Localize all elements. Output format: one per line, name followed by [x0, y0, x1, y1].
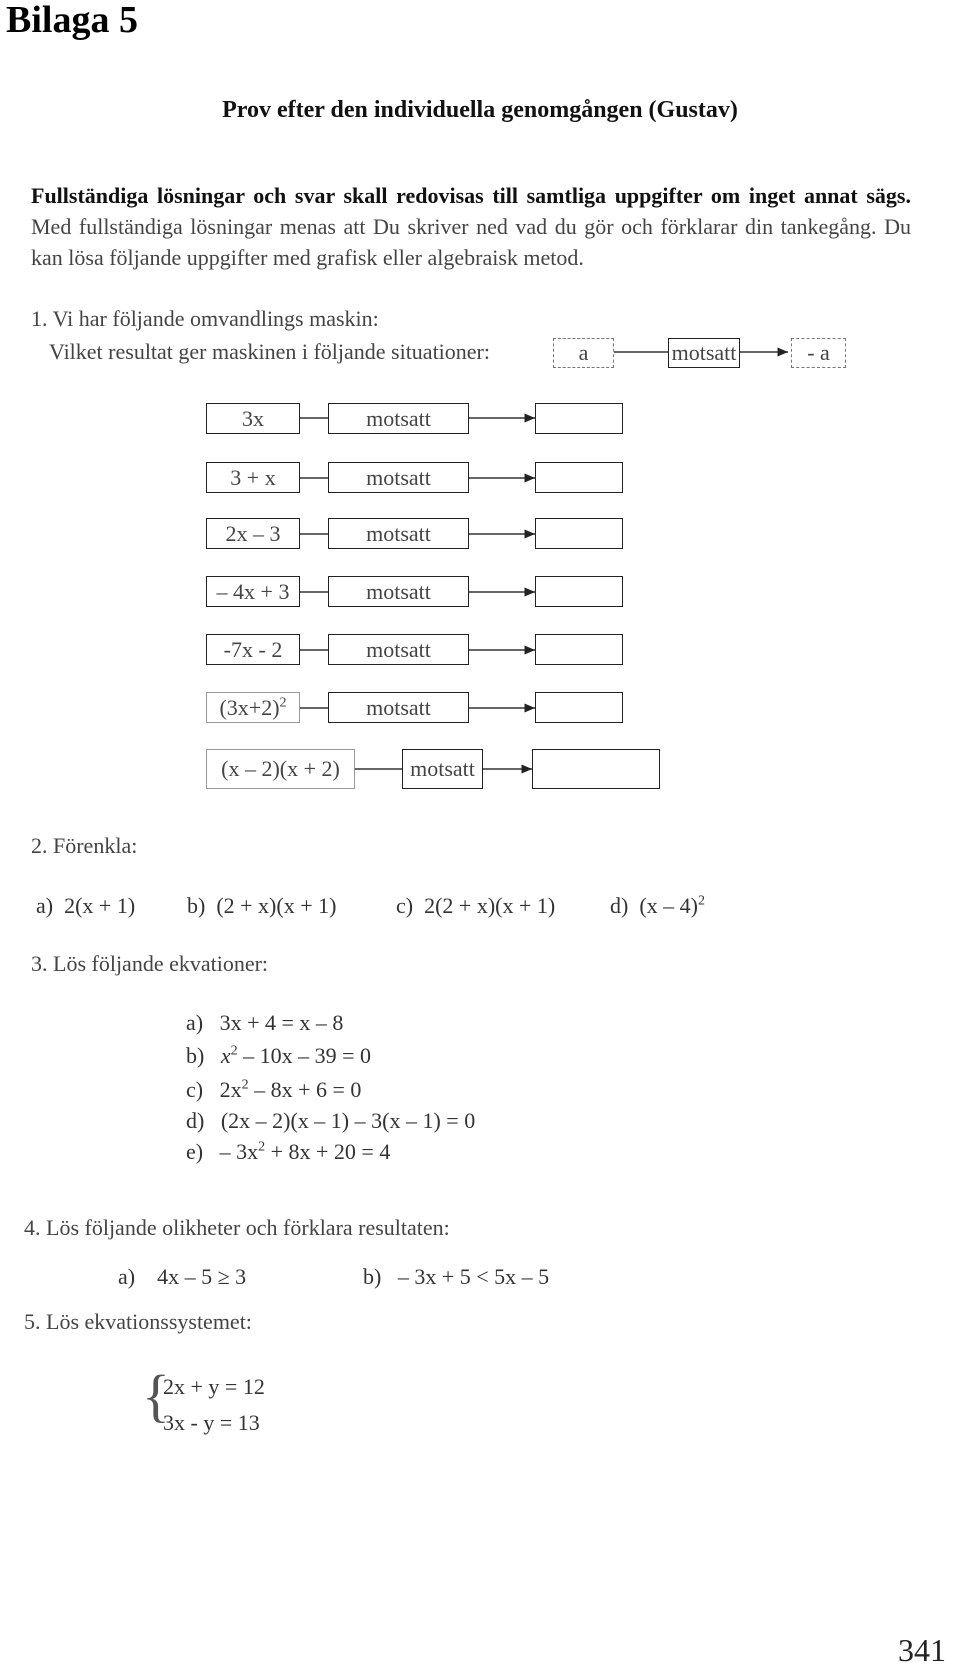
q2-item: a) 2(x + 1) — [36, 893, 136, 918]
answer-box[interactable] — [535, 403, 623, 434]
instructions-bold: Fullständiga lösningar och svar skall redovisas till samtliga uppgifter om inget annat sägs. — [31, 183, 911, 208]
page-number: 341 — [898, 1632, 946, 1668]
example-output-box — [791, 338, 846, 368]
machine-label: motsatt — [366, 694, 431, 720]
answer-box[interactable] — [535, 462, 623, 493]
machine-box — [328, 576, 469, 607]
input-expression: 2x – 3 — [225, 520, 281, 546]
system-brace: { — [142, 1363, 170, 1428]
input-exponent: 2 — [279, 695, 287, 711]
input-expression: – 4x + 3 — [216, 578, 290, 604]
input-box — [206, 634, 300, 665]
q4-item-a: a) 4x – 5 ≥ 3 — [118, 1264, 247, 1289]
q3-item: e) – $3x^2 + 8x + 20 = 4$ — [186, 1139, 391, 1164]
input-expression: -7x - 2 — [223, 636, 283, 662]
system-equation-1: 2x + y = 12 — [163, 1374, 265, 1399]
q4-heading: 4. Lös följande olikheter och förklara resultaten: — [24, 1215, 450, 1240]
machine-box — [328, 692, 469, 723]
machine-connectors — [0, 0, 960, 800]
machine-box — [328, 403, 469, 434]
example-machine-label: motsatt — [671, 340, 737, 365]
input-box — [206, 749, 355, 789]
page-title: Prov efter den individuella genomgången (Gustav) — [222, 97, 738, 123]
machine-label: motsatt — [410, 756, 475, 781]
q2-item: c) 2(2 + x)(x + 1) — [396, 893, 556, 918]
q5-heading: 5. Lös ekvationssystemet: — [24, 1309, 252, 1334]
input-expression: 3x — [242, 405, 264, 431]
input-expression: $(3x+2)^2$ — [219, 694, 287, 720]
input-box — [206, 462, 300, 493]
input-box — [206, 692, 300, 723]
example-machine-box — [668, 338, 740, 368]
input-box — [206, 576, 300, 607]
example-input-box — [553, 338, 614, 368]
input-box — [206, 403, 300, 434]
machine-box — [328, 462, 469, 493]
example-output: - a — [807, 340, 830, 365]
answer-box[interactable] — [535, 518, 623, 549]
machine-label: motsatt — [366, 636, 431, 662]
instructions-rest: Med fullständiga lösningar menas att Du skriver ned vad du gör och förklarar din tankegång. Du kan lösa följande uppgifter med grafisk eller algebraisk metod. — [31, 214, 911, 270]
q2-item: d) (x – 4)$^2$ — [610, 893, 705, 918]
input-expression: (x – 2)(x + 2) — [221, 756, 340, 781]
machine-label: motsatt — [366, 464, 431, 490]
machine-label: motsatt — [366, 578, 431, 604]
q3-item: a) 3x + 4 = x – 8 — [186, 1010, 344, 1035]
machine-box — [328, 634, 469, 665]
answer-box[interactable] — [535, 576, 623, 607]
system-equation-2: 3x - y = 13 — [163, 1410, 260, 1435]
q3-heading: 3. Lös följande ekvationer: — [31, 951, 269, 976]
q3-item: d) (2x – 2)(x – 1) – 3(x – 1) = 0 — [186, 1108, 476, 1133]
answer-box[interactable] — [535, 692, 623, 723]
q3-item: c) $2x^2 - 8x + 6 = 0$ — [186, 1077, 362, 1102]
example-input: a — [578, 340, 589, 365]
q2-heading: 2. Förenkla: — [31, 833, 138, 858]
q1-line2: Vilket resultat ger maskinen i följande situationer: — [49, 339, 490, 364]
answer-box[interactable] — [535, 634, 623, 665]
machine-box — [328, 518, 469, 549]
q1-line1: 1. Vi har följande omvandlings maskin: — [31, 306, 379, 331]
machine-label: motsatt — [366, 405, 431, 431]
input-box — [206, 518, 300, 549]
q4-item-b: b) – 3x + 5 < 5x – 5 — [363, 1264, 550, 1289]
answer-box[interactable] — [532, 749, 660, 789]
q2-item: b) (2 + x)(x + 1) — [187, 893, 337, 918]
machine-label: motsatt — [366, 520, 431, 546]
appendix-label: Bilaga 5 — [6, 0, 138, 41]
q3-item: b) $x^2 - 10x - 39 = 0$ — [186, 1043, 372, 1068]
input-expression: 3 + x — [230, 464, 276, 490]
machine-box — [402, 749, 483, 789]
